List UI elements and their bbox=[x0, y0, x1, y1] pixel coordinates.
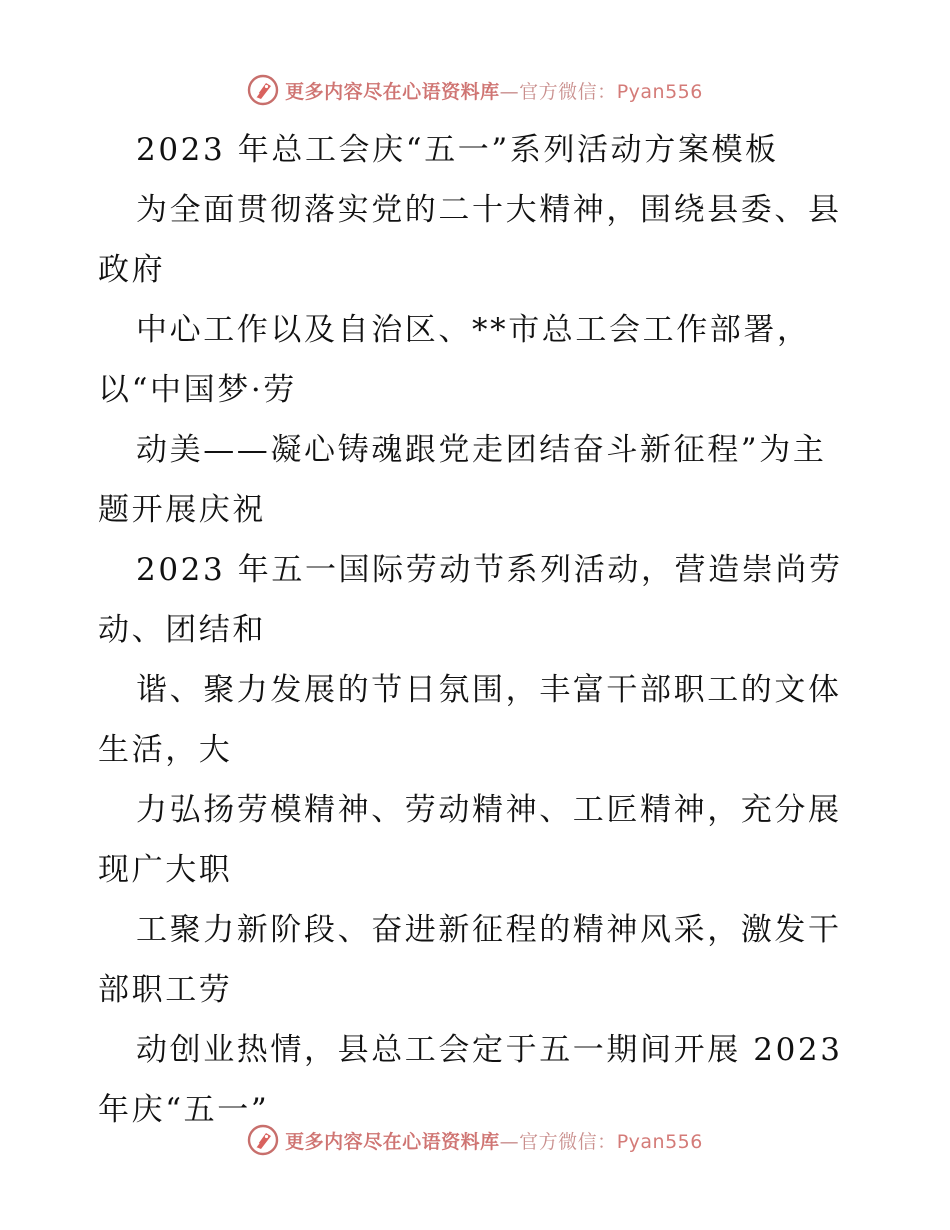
paragraph-line: 政府 bbox=[98, 252, 166, 288]
paragraph-line: 2023 年五一国际劳动节系列活动，营造崇尚劳 bbox=[136, 552, 843, 588]
document-body bbox=[98, 120, 858, 1140]
watermark-brand: 更多内容尽在心语资料库 bbox=[285, 80, 500, 103]
watermark-contact-id: Pyan556 bbox=[616, 80, 703, 103]
paragraph-line: 生活，大 bbox=[98, 732, 233, 768]
footer-watermark bbox=[0, 1122, 950, 1158]
watermark-contact-label: 官方微信： bbox=[519, 1130, 617, 1153]
watermark-contact-id: Pyan556 bbox=[616, 1130, 703, 1153]
document-title: 2023 年总工会庆“五一”系列活动方案模板 bbox=[136, 132, 779, 168]
paragraph-line: 力弘扬劳模精神、劳动精神、工匠精神，充分展 bbox=[136, 792, 842, 828]
paragraph-line: 动创业热情，县总工会定于五一期间开展 2023 bbox=[136, 1032, 843, 1068]
paragraph-line: 以“中国梦·劳 bbox=[98, 372, 297, 408]
paragraph-line: 为全面贯彻落实党的二十大精神，围绕县委、县 bbox=[136, 192, 842, 228]
paragraph-line: 部职工劳 bbox=[98, 972, 233, 1008]
header-watermark bbox=[0, 72, 950, 108]
pen-nib-logo-icon bbox=[247, 74, 279, 106]
watermark-contact-label: 官方微信： bbox=[519, 80, 617, 103]
paragraph-line: 现广大职 bbox=[98, 852, 233, 888]
pen-nib-logo-icon bbox=[247, 1124, 279, 1156]
watermark-text bbox=[285, 1127, 703, 1154]
watermark-separator: — bbox=[499, 80, 520, 103]
watermark-separator: — bbox=[499, 1130, 520, 1153]
paragraph-line: 谐、聚力发展的节日氛围，丰富干部职工的文体 bbox=[136, 672, 842, 708]
paragraph-line: 年庆“五一” bbox=[98, 1092, 270, 1128]
paragraph-line: 动美——凝心铸魂跟党走团结奋斗新征程”为主 bbox=[136, 432, 827, 468]
paragraph-line: 动、团结和 bbox=[98, 612, 266, 648]
paragraph-line: 题开展庆祝 bbox=[98, 492, 266, 528]
paragraph-line: 中心工作以及自治区、**市总工会工作部署， bbox=[136, 312, 811, 348]
watermark-text bbox=[285, 77, 703, 104]
watermark-brand: 更多内容尽在心语资料库 bbox=[285, 1130, 500, 1153]
paragraph-line: 工聚力新阶段、奋进新征程的精神风采，激发干 bbox=[136, 912, 842, 948]
